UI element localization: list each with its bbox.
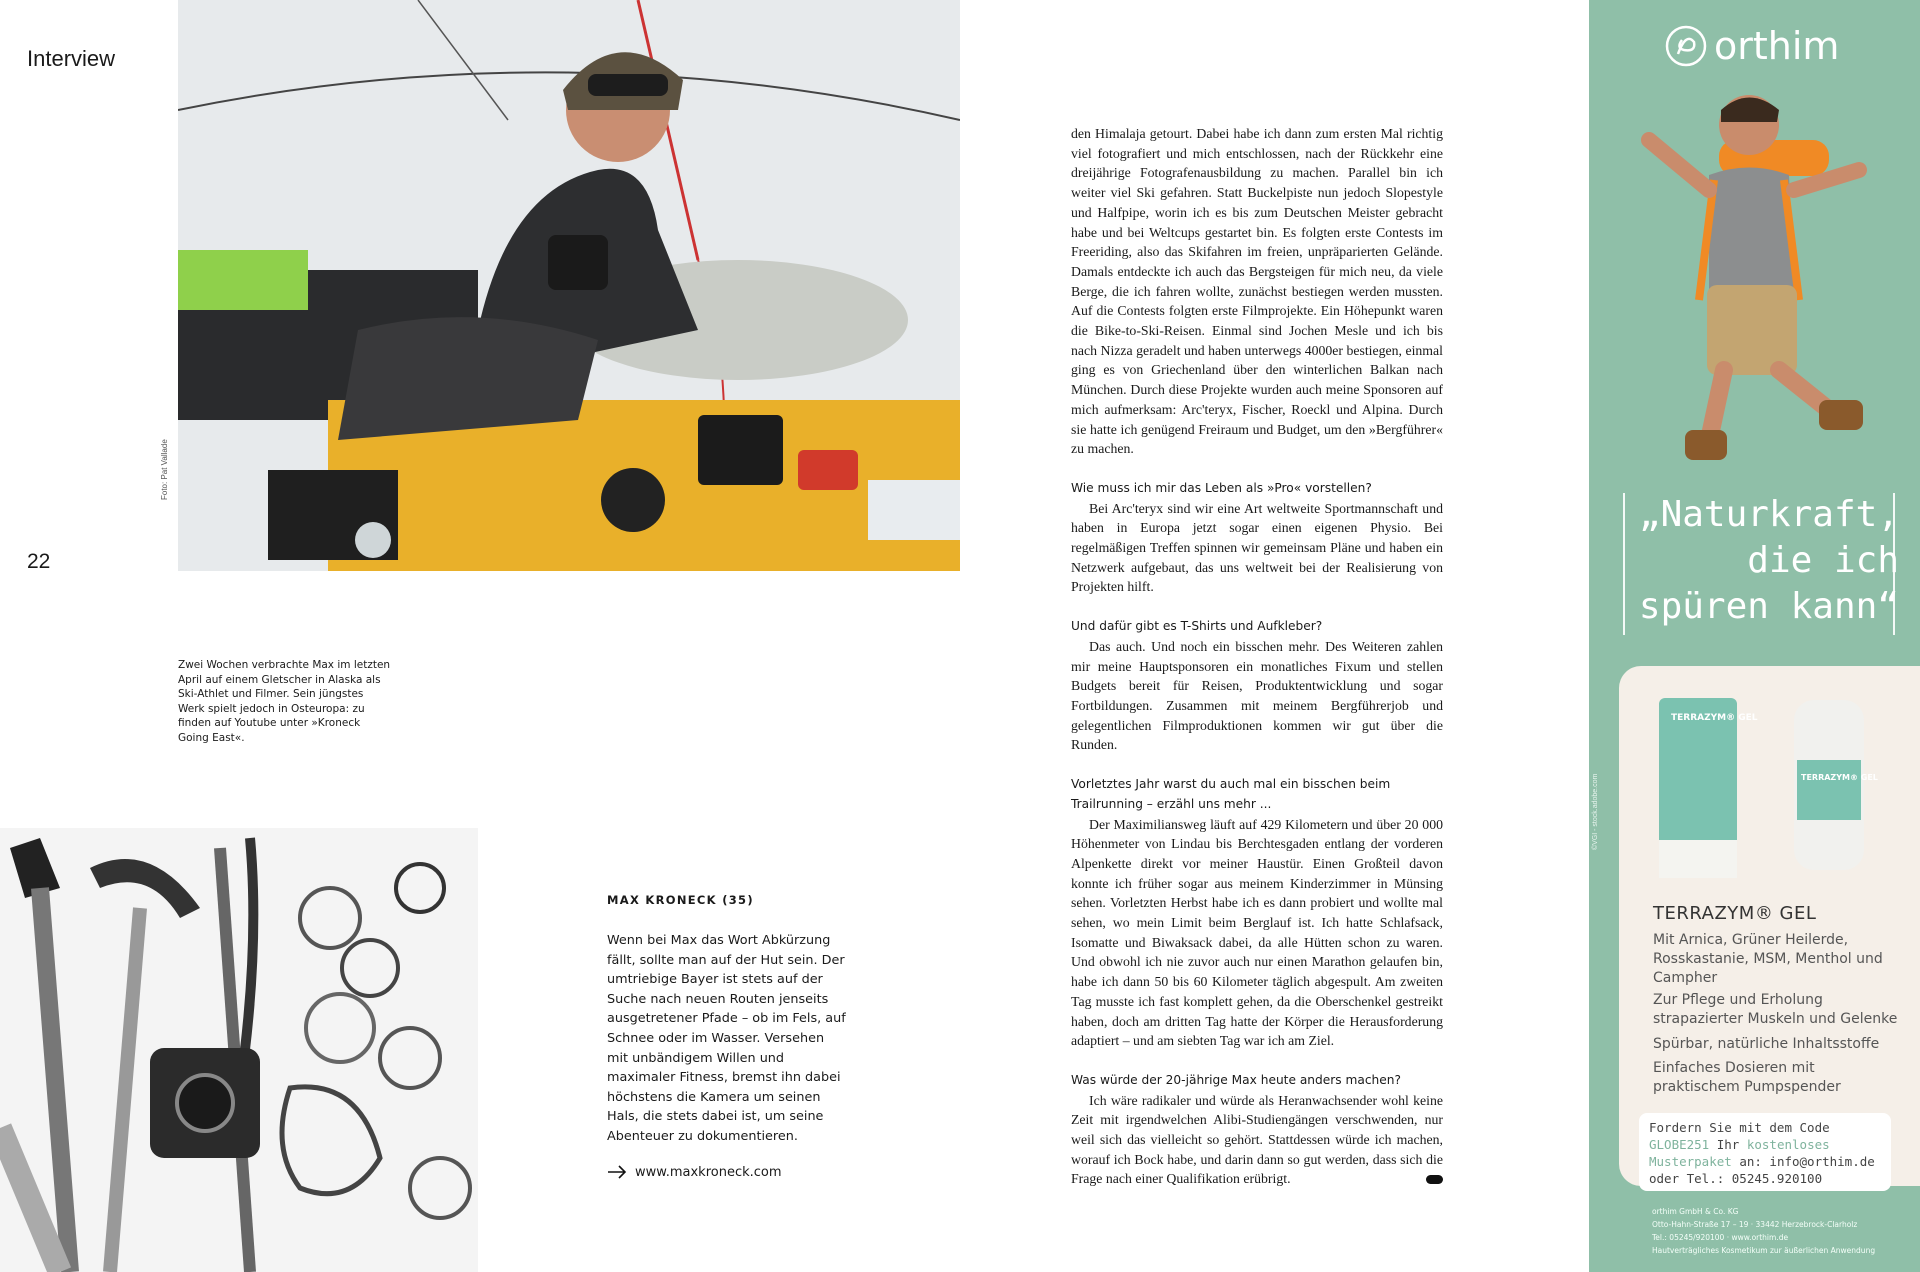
code-line-4: oder Tel.: 05245.920100 [1649, 1171, 1823, 1186]
question-3: Vorletztes Jahr warst du auch mal ein bisschen beim Trailrunning – erzähl uns mehr ... [1071, 777, 1391, 811]
feature-care: Zur Pflege und Erholung strapazierter Muskeln und Gelenke [1653, 992, 1898, 1027]
page-number: 22 [27, 550, 51, 573]
box-label: TERRAZYM® GEL [1671, 713, 1758, 723]
orthim-logo [1664, 24, 1839, 68]
orthim-advertisement [1589, 0, 1920, 1272]
brand-name: orthim [1714, 24, 1840, 68]
answer-4-text: Ich wäre radikaler und würde als Heranwachsender wohl keine Zeit mit irgendwelchen Alibi-Studiengängen verschwenden, nur weil sich das vielleicht so gehört. Stattdessen würde ich machen, worauf ich Bock habe, und darin dann so gut werden, dass sich die Frage nach einer Qualifikation erübrigt. [1071, 1092, 1443, 1187]
feature-dosing: Einfaches Dosieren mit praktischem Pumpspender [1653, 1060, 1841, 1095]
ad-image-credit: ©VGI - stock.adobe.com [1592, 773, 1599, 850]
feature-ingredients: Mit Arnica, Grüner Heilerde, Rosskastanie, MSM, Menthol und Campher [1653, 932, 1883, 986]
section-label: Interview [27, 46, 116, 71]
ad-footer-address: Otto-Hahn-Straße 17 – 19 · 33442 Herzebrock-Clarholz [1652, 1220, 1858, 1229]
code-line-3: Musterpaket an: info@orthim.de [1649, 1154, 1875, 1169]
orthim-logo-icon [1664, 24, 1708, 68]
ad-slogan: „Naturkraft, die ich spüren kann“ [1638, 494, 1899, 627]
gear-photo-illustration [0, 828, 478, 1272]
answer-4 [1071, 1091, 1443, 1190]
ad-footer-company: orthim GmbH & Co. KG [1652, 1207, 1739, 1216]
answer-2: Das auch. Und noch ein bisschen mehr. Des Weiteren zahlen mir meine Hauptsponsoren ein monatliches Fixum und stellen Budgets bereit für Reisen, Produktentwicklung und sogar Fortbildungen. Zusammen mit meinem Bergführerjob und gelegentlichen Filmproduktionen kommen wir gut über die Runden. [1071, 638, 1443, 753]
bottle-label: TERRAZYM® GEL [1801, 773, 1878, 782]
product-packshot [1649, 690, 1889, 890]
bio-box [607, 893, 847, 1180]
photo-caption: Zwei Wochen verbrachte Max im letzten April auf einem Gletscher in Alaska als Ski-Athlet und Filmer. Sein jüngstes Werk spielt jedoch in Osteuropa: zu finden auf Youtube unter »Kroneck Going East«. [178, 659, 391, 744]
bio-text: Wenn bei Max das Wort Abkürzung fällt, sollte man auf der Hut sein. Der umtriebige Bayer ist stets auf der Suche nach neuen Routen jenseits ausgetretener Pfade – ob im Fels, auf Schnee oder im Wasser. Versehen mit unbändigem Willen und maximaler Fitness, bremst ihn dabei höchstens die Kamera um seinen Hals, die stets dabei ist, um seine Abenteuer zu dokumentieren. [607, 933, 846, 1144]
gear-photo [0, 828, 478, 1272]
tent-photo-illustration [178, 0, 960, 571]
answer-3: Der Maximiliansweg läuft auf 429 Kilometern und über 20 000 Höhenmeter von Lindau bis Berchtesgaden entlang der vorderen Alpenkette direkt vor meiner Haustür. Einen Großteil davon konnte ich früher sogar aus meinem Kinderzimmer in Münsing sehen. Vorletzten Herbst habe ich es dann probiert und wollte mal sehen, wo mein Limit beim Berglauf ist. Ich hatte Schlafsack, Isomatte und Biwaksack dabei, da alle Hütten schon zu waren. Und obwohl ich nie zuvor auch nur einen Marathon gelaufen bin, habe ich dann 50 bis 60 Kilometer täglich abgespult. Am zweiten Tag musste ich fast komplett gehen, da die Oberschenkel gestreikt haben, doch am dritten Tag hatte der Körper die Herausforderung adaptiert – und am siebten Tag war ich am Ziel. [1071, 816, 1443, 1049]
question-4: Was würde der 20-jährige Max heute anders machen? [1071, 1072, 1401, 1087]
ad-footer-disclaimer: Hautverträgliches Kosmetikum zur äußerlichen Anwendung [1652, 1246, 1876, 1255]
website-link-text[interactable]: www.maxkroneck.com [635, 1164, 782, 1180]
bio-name: MAX KRONECK (35) [607, 893, 754, 907]
question-2: Und dafür gibt es T-Shirts und Aufkleber? [1071, 619, 1323, 634]
code-line-1: Fordern Sie mit dem Code [1649, 1120, 1830, 1135]
tent-photo [178, 0, 960, 571]
article-intro: den Himalaja getourt. Dabei habe ich dann zum ersten Mal richtig viel fotografiert und mich entschlossen, nach der Rückkehr eine dreijährige Fotografenausbildung zu machen. Parallel bin ich weiter viel Ski gefahren. Statt Buckelpiste nun jedoch Slopestyle und Halfpipe, worin ich es bis zum Deutschen Meister gebracht habe und bei Weltcups gestartet bin. Es folgten erste Contests im Freeriding, also das Skifahren im freien, unpräparierten Gelände. Damals entdeckte ich auch das Bergsteigen für mich neu, da viele Berge, die ich fahren wollte, zunächst bestiegen werden mussten. Auf die Contests folgten erste Filmprojekte. Ein Höhepunkt waren die Bike-to-Ski-Reisen. Einmal sind Jochen Mesle und ich bis nach Nizza geradelt und haben unterwegs 4000er bestiegen, einmal ging es von Griechenland über den winterlichen Balkan nach München. Durch diese Projekte wurden auch meine Sponsoren auf mich aufmerksam: Arc'teryx, Fischer, Roeckl und Alpina. Durch sie hatte ich genügend Freiraum und Budget, um den »Bergführer« zu machen. [1071, 126, 1443, 457]
hiker-illustration [1589, 80, 1920, 550]
arrow-right-icon [607, 1165, 627, 1179]
website-link[interactable] [607, 1165, 847, 1180]
photo-credit: Foto: Pat Vallade [160, 439, 169, 500]
promo-code: GLOBE251 [1649, 1137, 1710, 1152]
end-mark-icon [1426, 1175, 1443, 1184]
ad-footer-contact: Tel.: 05245/920100 · www.orthim.de [1652, 1233, 1789, 1242]
question-1: Wie muss ich mir das Leben als »Pro« vorstellen? [1071, 480, 1372, 495]
product-name: TERRAZYM® GEL [1653, 903, 1817, 924]
sample-code-box [1639, 1113, 1891, 1191]
answer-1: Bei Arc'teryx sind wir eine Art weltweite Sportmannschaft und haben in Europa jetzt sogar einen eigenen Physio. Bei regelmäßigen Treffen spinnen wir gemeinsam Pläne und haben ein Netzwerk aufgebaut, das uns weltweit bei der Realisierung von Projekten hilft. [1071, 500, 1443, 595]
code-line-2: GLOBE251 Ihr kostenloses [1649, 1137, 1830, 1152]
feature-natural: Spürbar, natürliche Inhaltsstoffe [1653, 1036, 1880, 1052]
article-column [1071, 124, 1443, 1189]
